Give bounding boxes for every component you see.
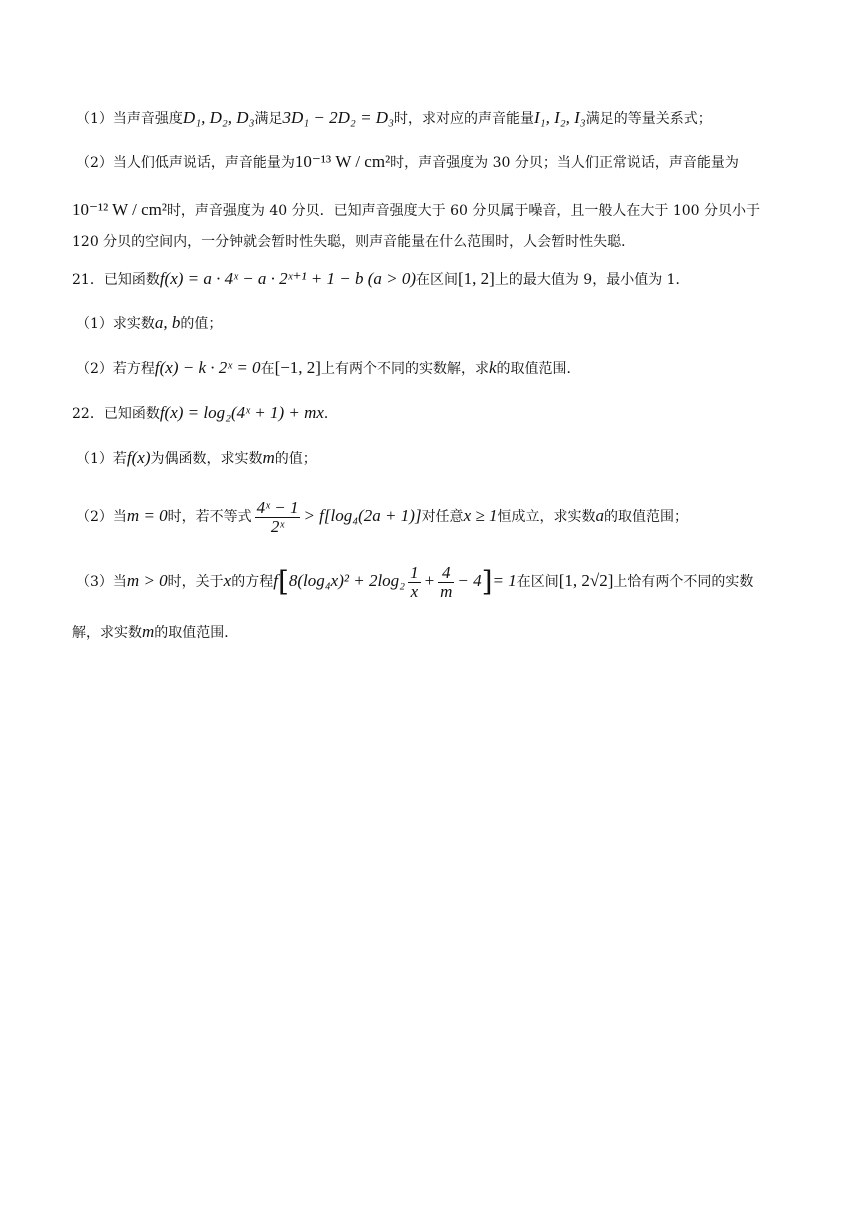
q20-p1-text: （1）当声音强度 <box>76 111 183 127</box>
q21-p2-text: （2）若方程 <box>76 361 155 377</box>
q21-label: 21．已知函数 <box>72 272 160 288</box>
q22-p2-text: 的取值范围； <box>603 509 688 525</box>
q22-stem <box>72 402 338 425</box>
q22-label: 22．已知函数 <box>72 406 160 422</box>
q22-p3-text: 上恰有两个不同的实数 <box>613 574 754 590</box>
q22-p1-text: 为偶函数，求实数 <box>150 451 263 467</box>
q22-p2-text: 恒成立，求实数 <box>497 509 596 525</box>
q20-p2-text: 时，声音强度为 40 分贝．已知声音强度大于 60 分贝属于噪音，且一般人在大于 100 分贝小于 <box>166 203 760 219</box>
q20-part2-line2 <box>72 199 760 222</box>
q22-p3-var: x <box>223 571 232 590</box>
q21-p2-var: k <box>488 358 497 377</box>
q22-p2-var: a <box>595 506 604 525</box>
q20-p1-text: 满足 <box>254 111 283 127</box>
q22-part3-line2 <box>72 621 238 644</box>
q22-function: f(x) = log₂(4ˣ + 1) + mx <box>159 403 324 422</box>
q22-p3-expr: − 4 <box>457 571 482 590</box>
q21-function: f(x) = a · 4ˣ − a · 2ˣ⁺¹ + 1 − b (a > 0) <box>159 269 417 288</box>
q21-interval: [1, 2] <box>458 269 495 288</box>
q22-p3-text: 的方程 <box>231 574 274 590</box>
q22-p3-fraction2 <box>438 564 454 601</box>
left-bracket: [ <box>277 565 289 598</box>
q22-p3-func: f <box>273 571 278 590</box>
q22-p2-text: （2）当 <box>76 509 127 525</box>
q22-p3-text: （3）当 <box>76 574 127 590</box>
q21-text: 上的最大值为 9，最小值为 1． <box>494 272 690 288</box>
q22-p3-plus: + <box>423 571 436 590</box>
q20-p1-vars2: I₁, I₂, I₃ <box>534 108 586 127</box>
q22-p3-var: m <box>142 622 155 641</box>
q20-part2-line1 <box>76 151 739 174</box>
q20-part1 <box>76 107 712 130</box>
q20-p2-text: （2）当人们低声说话，声音能量为 <box>76 155 295 171</box>
q20-p2-text: 120 分贝的空间内，一分钟就会暂时性失聪，则声音能量在什么范围时，人会暂时性失聪． <box>72 234 636 250</box>
q21-p1-text: （1）求实数 <box>76 316 155 332</box>
q22-p2-text: 对任意 <box>421 509 464 525</box>
q20-p2-text: 时，声音强度为 30 分贝；当人们正常说话，声音能量为 <box>390 155 739 171</box>
q22-p3-text: 的取值范围． <box>154 625 239 641</box>
q20-p1-vars: D₁, D₂, D₃ <box>182 108 255 127</box>
q22-p1-text: （1）若 <box>76 451 127 467</box>
fraction-numerator: 4 <box>438 564 454 583</box>
right-bracket: ] <box>481 565 493 598</box>
q22-p3-fraction1 <box>408 564 421 601</box>
q21-part2 <box>76 357 581 380</box>
q22-p3-condition: m > 0 <box>126 571 168 590</box>
q22-part3-line1 <box>76 559 753 604</box>
q20-p1-equation: 3D₁ − 2D₂ = D₃ <box>282 108 394 127</box>
q22-p2-fraction <box>255 499 301 536</box>
q20-p2-value: 10⁻¹² W / cm² <box>72 200 167 219</box>
q21-p2-equation: f(x) − k · 2ˣ = 0 <box>154 358 261 377</box>
q21-p2-interval: [−1, 2] <box>274 358 321 377</box>
fraction-denominator: m <box>440 581 453 601</box>
q20-p1-text: 时，求对应的声音能量 <box>394 111 534 127</box>
fraction-numerator: 1 <box>410 562 419 582</box>
q22-text: ． <box>323 406 338 422</box>
fraction-denominator: x <box>410 581 419 601</box>
fraction-numerator: 4ˣ − 1 <box>256 497 299 517</box>
q21-p2-text: 上有两个不同的实数解，求 <box>320 361 489 377</box>
q22-part2 <box>76 496 688 537</box>
q20-p2-value: 10⁻¹³ W / cm² <box>294 152 391 171</box>
q21-part1 <box>76 312 222 335</box>
q21-p1-text: 的值； <box>180 316 223 332</box>
q22-p2-text: 时，若不等式 <box>167 509 252 525</box>
q22-part1 <box>76 447 317 470</box>
q22-p3-text: 在区间 <box>516 574 559 590</box>
q22-p3-text: 时，关于 <box>167 574 224 590</box>
fraction-denominator: 2ˣ <box>270 516 285 536</box>
q21-stem <box>72 268 690 291</box>
q22-p2-domain: x ≥ 1 <box>463 506 498 525</box>
q20-part2-line3 <box>72 231 635 253</box>
q22-p1-text: 的值； <box>274 451 317 467</box>
q22-p1-var: m <box>262 448 275 467</box>
q21-p1-vars: a, b <box>154 313 181 332</box>
q22-p3-interval: [1, 2√2] <box>558 571 614 590</box>
q22-p3-text: 解，求实数 <box>72 625 142 641</box>
q21-text: 在区间 <box>416 272 459 288</box>
q22-p2-condition: m = 0 <box>126 506 168 525</box>
q22-p3-expr: 8(log₄x)² + 2log₂ <box>288 571 406 590</box>
q22-p1-func: f(x) <box>126 448 151 467</box>
q21-p2-text: 的取值范围． <box>496 361 581 377</box>
q20-p1-text: 满足的等量关系式； <box>585 111 712 127</box>
q22-p2-rhs: > f[log₄(2a + 1)] <box>303 506 422 525</box>
q22-p3-eq: = 1 <box>492 571 517 590</box>
q21-p2-text: 在 <box>260 361 275 377</box>
